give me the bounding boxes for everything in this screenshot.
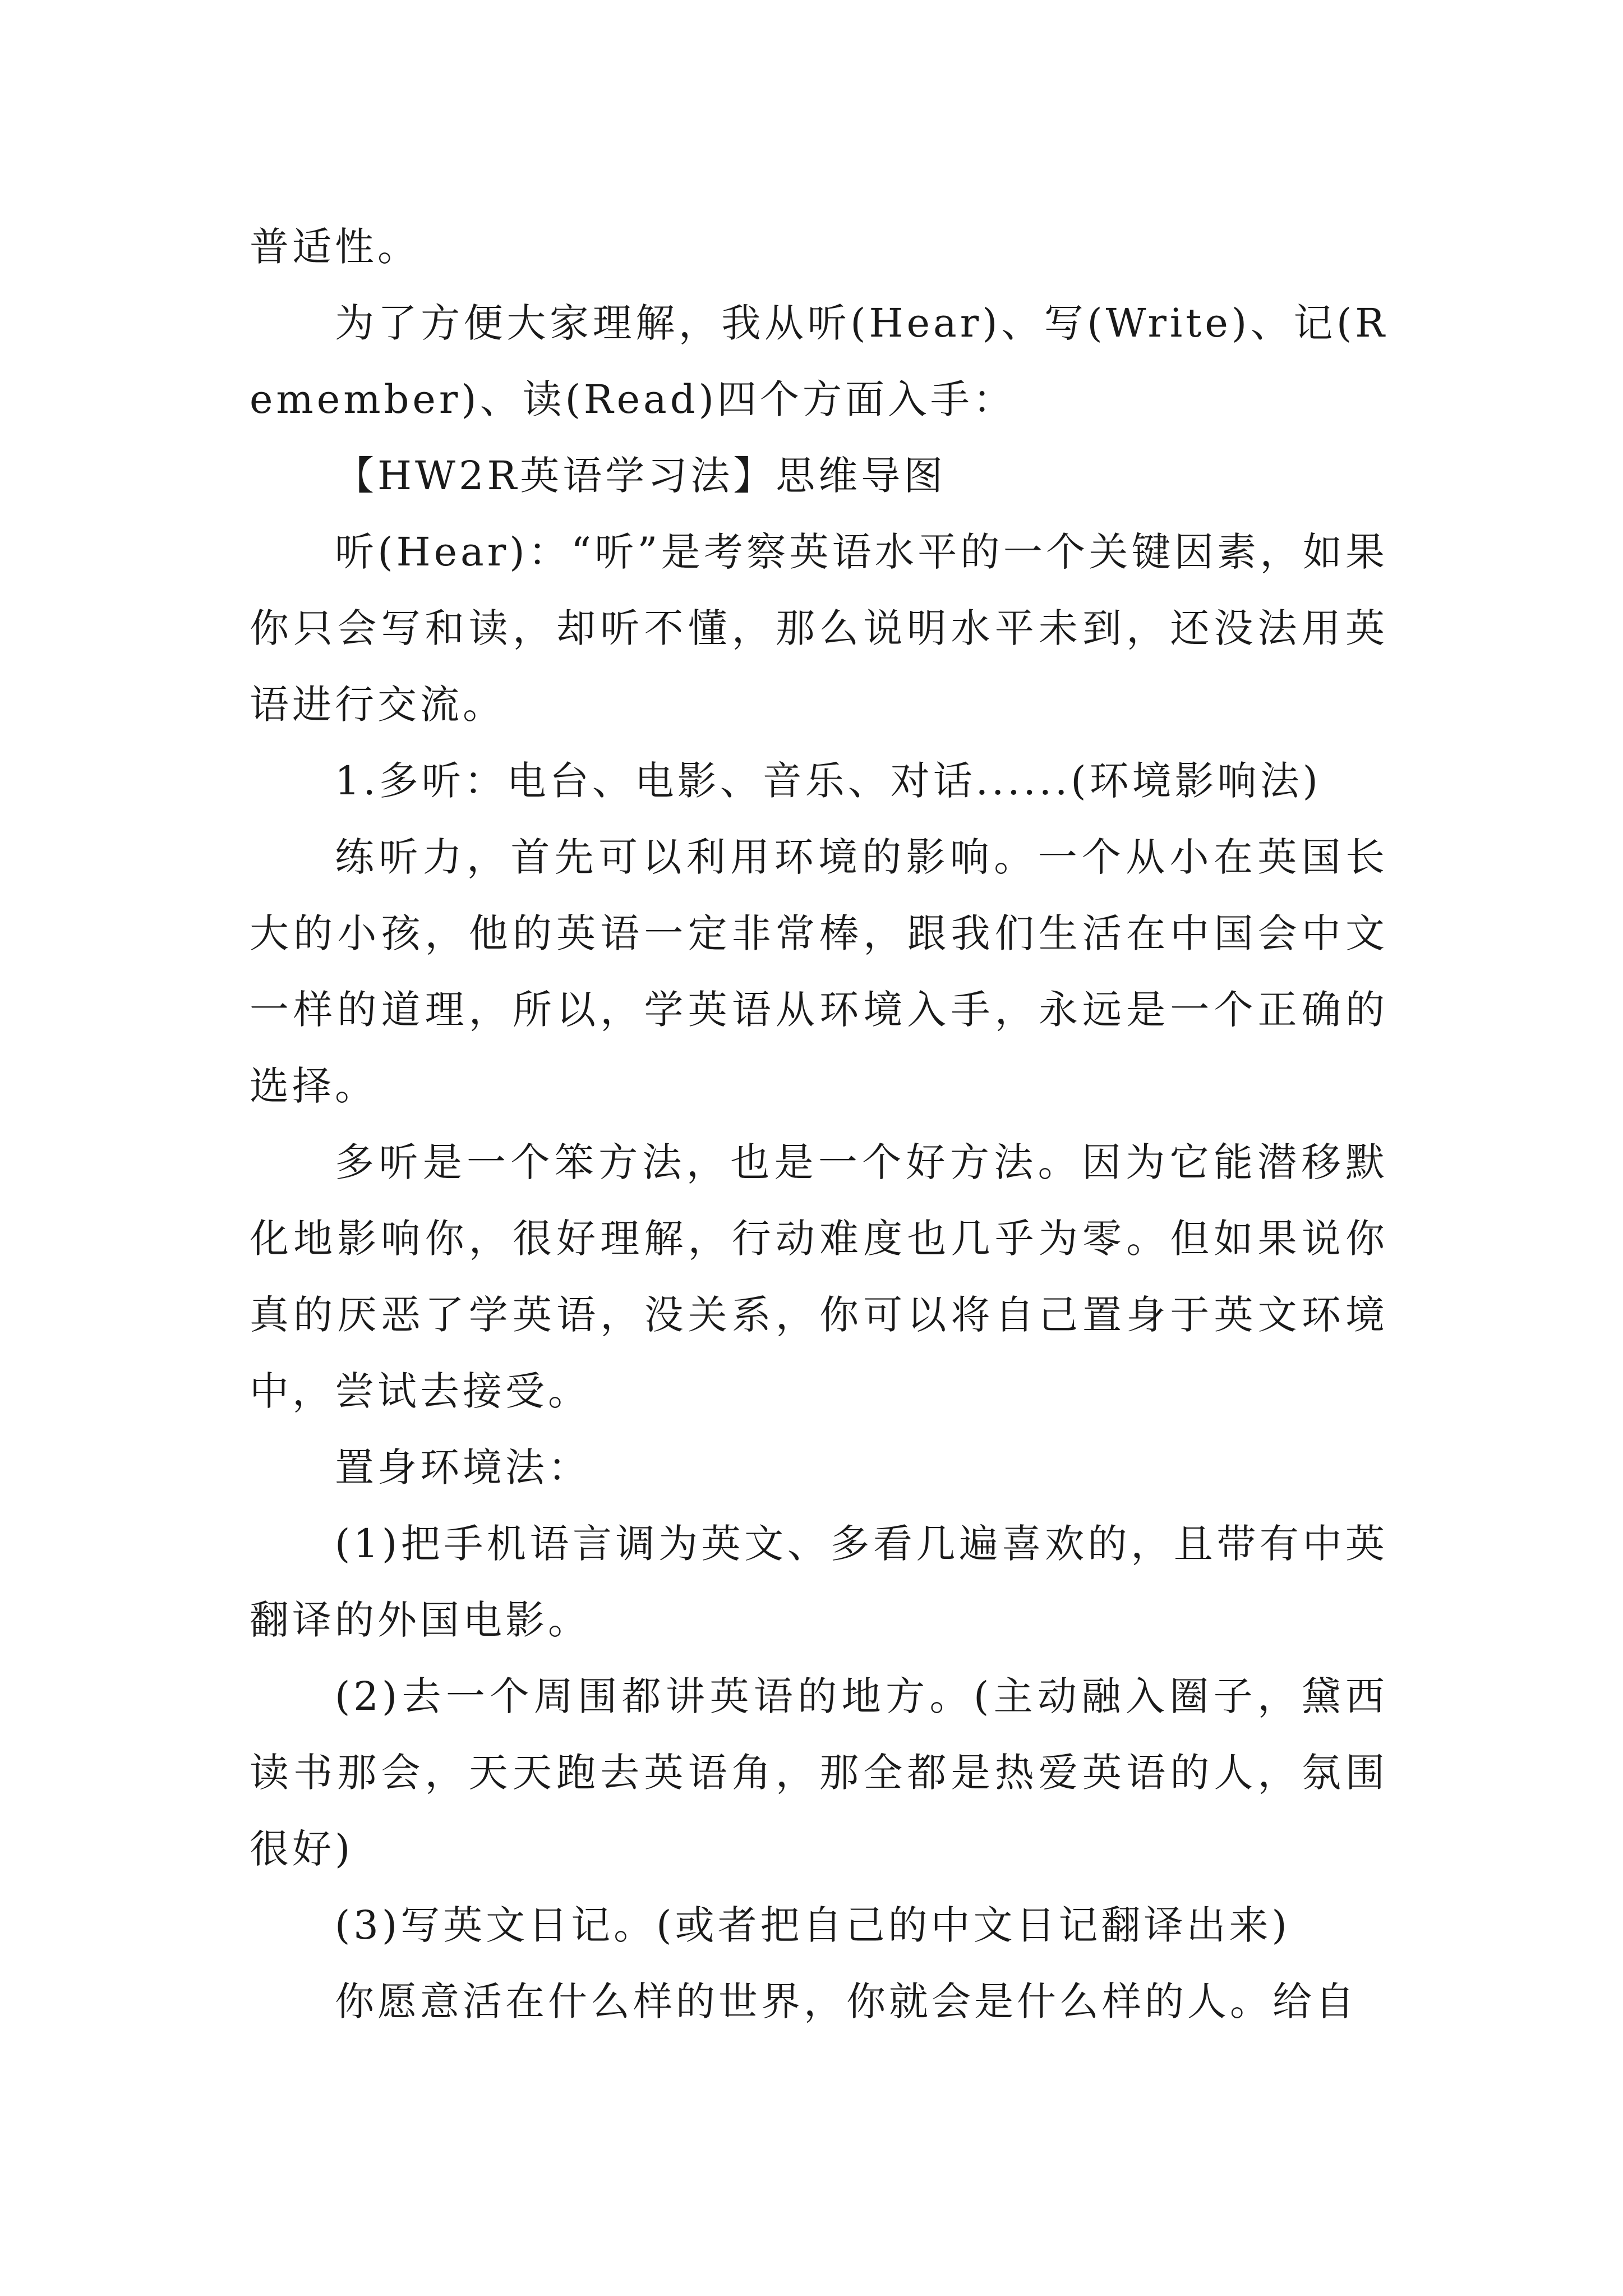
- document-body: [250, 209, 1388, 2040]
- paragraph: 为了方便大家理解，我从听(Hear)、写(Write)、记(Remember)、读(Read)四个方面入手：: [250, 300, 1388, 422]
- paragraph: 听(Hear)：“听”是考察英语水平的一个关键因素，如果你只会写和读，却听不懂，那么说明水平未到，还没法用英语进行交流。: [250, 529, 1388, 728]
- paragraph: 普适性。: [250, 224, 420, 270]
- paragraph-subheading: 置身环境法：: [335, 1444, 591, 1490]
- paragraph-list-item: 1.多听：电台、电影、音乐、对话......(环境影响法): [335, 758, 1321, 804]
- paragraph-list-item: (3)写英文日记。(或者把自己的中文日记翻译出来): [335, 1902, 1290, 1948]
- paragraph: 练听力，首先可以利用环境的影响。一个从小在英国长大的小孩，他的英语一定非常棒，跟我们生活在中国会中文一样的道理，所以，学英语从环境入手，永远是一个正确的选择。: [250, 834, 1388, 1109]
- paragraph-list-item: (1)把手机语言调为英文、多看几遍喜欢的，且带有中英翻译的外国电影。: [250, 1521, 1388, 1643]
- paragraph-list-item: (2)去一个周围都讲英语的地方。(主动融入圈子，黛西读书那会，天天跑去英语角，那全都是热爱英语的人，氛围很好): [250, 1673, 1388, 1872]
- paragraph-heading: 【HW2R英语学习法】思维导图: [335, 453, 947, 499]
- paragraph: 你愿意活在什么样的世界，你就会是什么样的人。给自: [335, 1978, 1358, 2024]
- paragraph: 多听是一个笨方法，也是一个好方法。因为它能潜移默化地影响你，很好理解，行动难度也几乎为零。但如果说你真的厌恶了学英语，没关系，你可以将自己置身于英文环境中，尝试去接受。: [250, 1139, 1388, 1414]
